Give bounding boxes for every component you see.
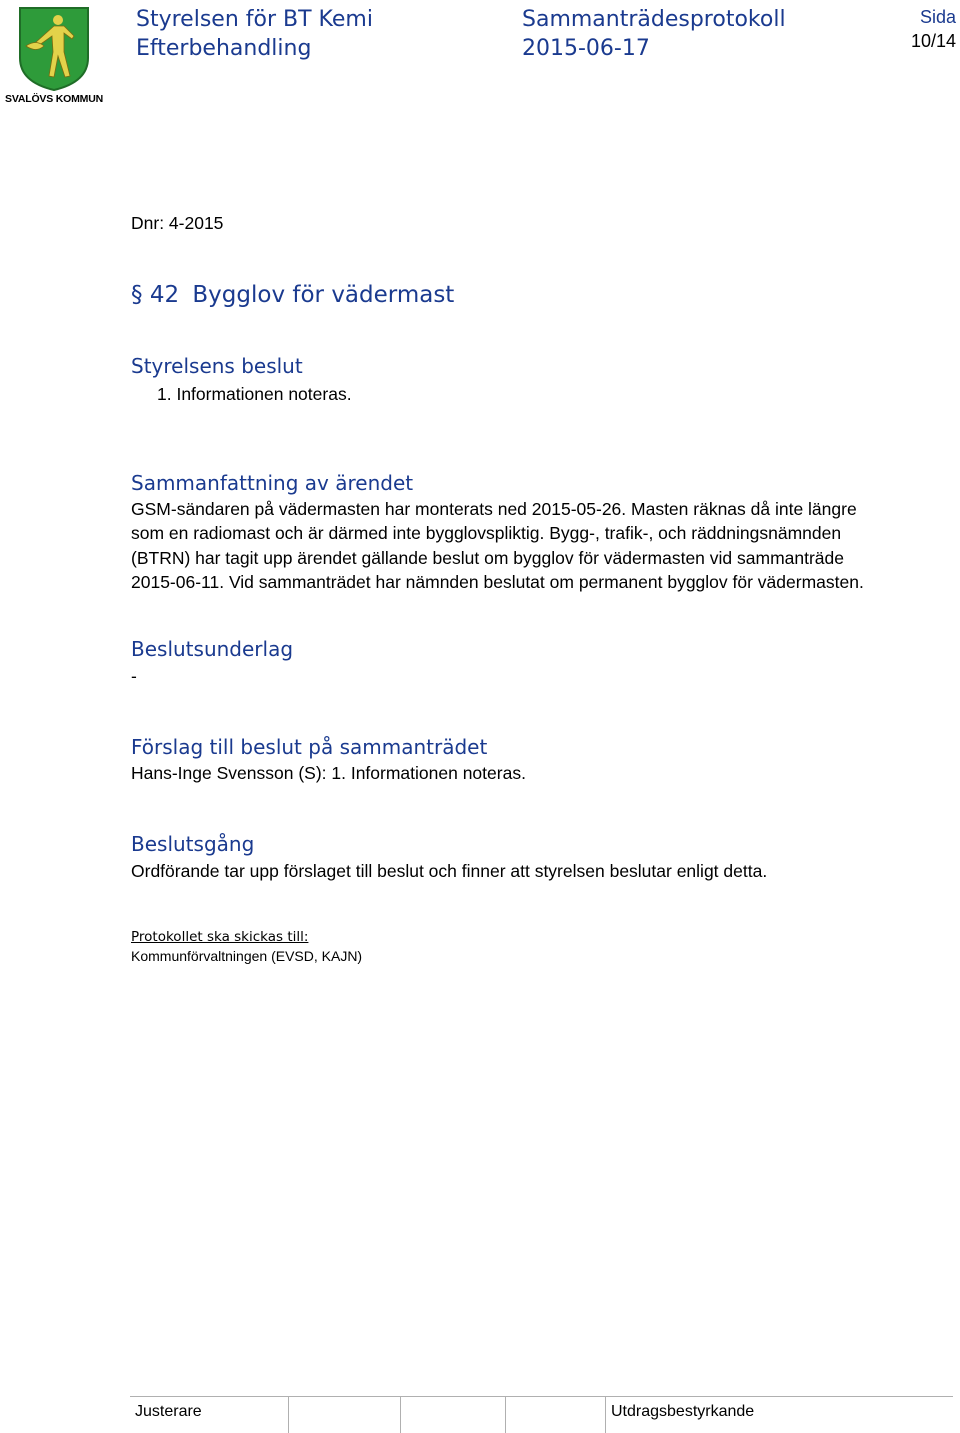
- utdrag-cell: [605, 1397, 953, 1433]
- forslag-text: Hans-Inge Svensson (S): 1. Informationen noteras.: [131, 763, 526, 783]
- municipal-crest-icon: [18, 6, 90, 92]
- page-indicator: [911, 5, 956, 53]
- distribution-recipient: Kommunförvaltningen (EVSD, KAJN): [131, 948, 363, 964]
- paragraph-symbol: §: [131, 282, 143, 308]
- justerare-signature-2: [400, 1397, 505, 1433]
- beslutsgang-heading: Beslutsgång: [131, 832, 255, 856]
- paragraph-title: [131, 282, 932, 308]
- justerare-label: Justerare: [135, 1403, 202, 1420]
- paragraph-number: 42: [149, 282, 180, 308]
- justerare-signature-1: [288, 1397, 400, 1433]
- page-number: 10/14: [910, 31, 956, 51]
- beslutsgang-text: Ordförande tar upp förslaget till beslut och finner att styrelsen beslutar enligt detta.: [131, 861, 768, 881]
- sammanfattning-line: GSM-sändaren på vädermasten har monterats ned 2015-05-26. Masten räknas då inte längre: [131, 499, 857, 519]
- organization-line-2: Efterbehandling: [136, 36, 312, 61]
- crest-caption: SVALÖVS KOMMUN: [5, 93, 103, 105]
- underlag-heading: Beslutsunderlag: [131, 637, 294, 661]
- protocol-heading: [522, 5, 786, 63]
- sammanfattning-line: som en radiomast och är därmed inte bygglovspliktig. Bygg-, trafik-, och räddningsnämnden: [131, 523, 842, 544]
- page-label: Sida: [919, 7, 956, 27]
- organization-line-1: Styrelsen för BT Kemi: [136, 7, 373, 32]
- forslag-heading: Förslag till beslut på sammanträdet: [131, 735, 488, 759]
- justerare-signature-3: [505, 1397, 605, 1433]
- sammanfattning-line: (BTRN) har tagit upp ärendet gällande beslut om bygglov för vädermasten vid sammanträde: [131, 547, 845, 568]
- dnr: Dnr: 4-2015: [131, 213, 224, 233]
- justerare-cell: [130, 1397, 288, 1433]
- underlag-text: -: [131, 666, 137, 686]
- sammanfattning-text: [131, 497, 932, 595]
- sammanfattning-line: 2015-06-11. Vid sammanträdet har nämnden beslutat om permanent bygglov för vädermasten.: [131, 572, 864, 593]
- distribution-label: Protokollet ska skickas till:: [131, 929, 309, 945]
- beslut-heading: Styrelsens beslut: [131, 354, 303, 378]
- utdrag-label: Utdragsbestyrkande: [611, 1403, 755, 1420]
- sammanfattning-heading: Sammanfattning av ärendet: [131, 471, 414, 495]
- organization-name: [136, 5, 373, 63]
- signature-footer: [130, 1396, 953, 1433]
- beslut-item: 1. Informationen noteras.: [157, 384, 352, 404]
- protocol-label: Sammanträdesprotokoll: [522, 7, 786, 32]
- paragraph-title-text: Bygglov för vädermast: [192, 282, 455, 308]
- protocol-date: 2015-06-17: [522, 36, 650, 61]
